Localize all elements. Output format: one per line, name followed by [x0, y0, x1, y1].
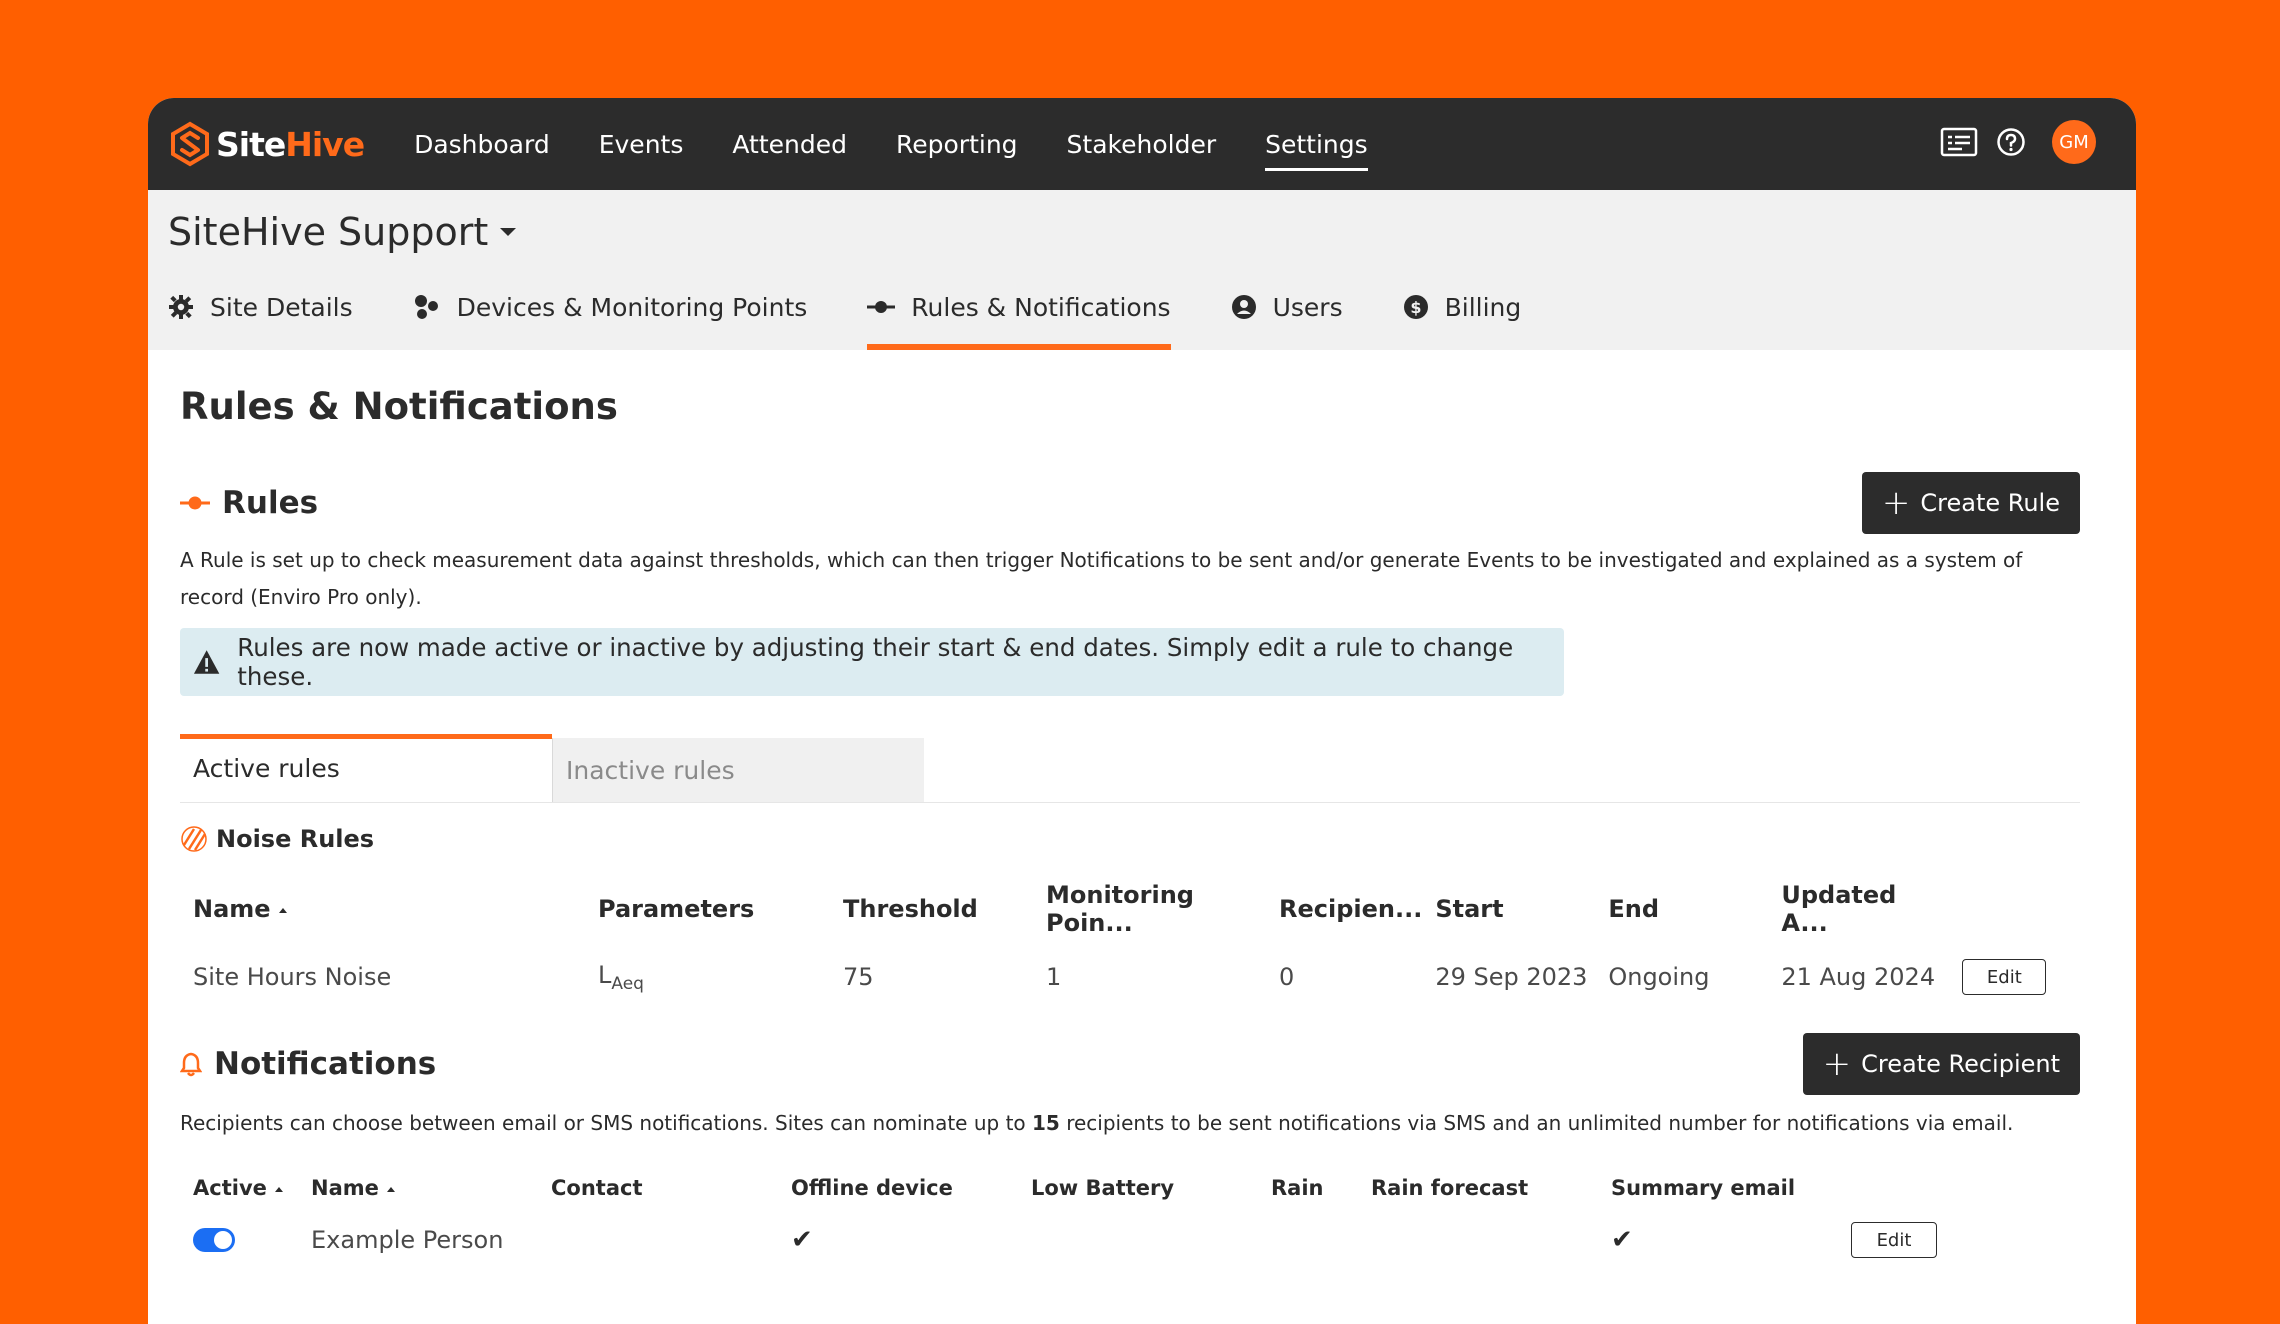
dollar-icon: [1403, 294, 1429, 320]
col-recipients[interactable]: Recipien...: [1279, 895, 1423, 923]
rule-icon: [867, 300, 895, 314]
sitehive-logo[interactable]: [166, 120, 364, 168]
edit-recipient-button[interactable]: Edit: [1851, 1222, 1937, 1258]
col-recipient-actions: [1838, 1176, 1951, 1212]
bell-icon: [180, 1051, 202, 1077]
report-list-icon[interactable]: [1940, 123, 1978, 161]
sort-asc-icon: [279, 908, 287, 913]
sort-asc-icon: [387, 1187, 395, 1192]
subtab-users[interactable]: [1231, 286, 1343, 328]
rules-tabs: [180, 734, 2080, 803]
col-recipient-name[interactable]: [298, 1176, 538, 1212]
rules-table-header: [180, 881, 2062, 951]
col-parameters[interactable]: Parameters: [598, 895, 755, 923]
nav-reporting[interactable]: Reporting: [896, 129, 1018, 159]
rule-updated: 21 Aug 2024: [1781, 963, 1936, 991]
site-selector[interactable]: [168, 210, 516, 254]
recipient-summary-email: [1598, 1212, 1838, 1268]
col-start[interactable]: Start: [1435, 895, 1504, 923]
tab-inactive-rules[interactable]: Inactive rules: [552, 738, 924, 802]
rule-parameter: [585, 951, 830, 1003]
active-toggle[interactable]: [193, 1228, 235, 1252]
noise-rules-title: Noise Rules: [216, 825, 375, 853]
recipients-table-header: [180, 1176, 1951, 1212]
sort-asc-icon: [275, 1187, 283, 1192]
col-actions: [1949, 881, 2062, 951]
create-rule-label: Create Rule: [1920, 489, 2060, 517]
main-content: [180, 350, 2080, 1268]
rules-table: [180, 881, 2062, 1003]
rules-title: Rules: [222, 485, 319, 521]
page-title: Rules & Notifications: [180, 385, 618, 428]
notifications-title: Notifications: [214, 1046, 437, 1082]
edit-rule-button[interactable]: Edit: [1962, 959, 2046, 995]
subtab-site-details[interactable]: [168, 286, 353, 328]
recipient-active: [180, 1212, 298, 1268]
recipient-rain: [1258, 1212, 1358, 1268]
logo-text-hive: Hive: [285, 124, 365, 164]
rules-alert-text: Rules are now made active or inactive by adjusting their start & end dates. Simply edit a rule to change these.: [237, 633, 1514, 691]
col-active-label: Active: [193, 1176, 267, 1200]
col-summary-email[interactable]: Summary email: [1611, 1176, 1796, 1200]
rule-start: 29 Sep 2023: [1435, 963, 1588, 991]
subtab-site-details-label: Site Details: [210, 292, 353, 322]
nav-attended[interactable]: Attended: [732, 129, 847, 159]
recipient-actions: [1838, 1212, 1951, 1268]
nav-dashboard[interactable]: Dashboard: [414, 129, 550, 159]
warning-icon: [192, 648, 221, 676]
notif-desc-count: 15: [1032, 1111, 1060, 1135]
recipient-low-battery: [1018, 1212, 1258, 1268]
col-updated[interactable]: Updated A...: [1781, 881, 1897, 937]
user-avatar[interactable]: GM: [2052, 120, 2096, 164]
rules-alert: [180, 628, 1564, 696]
col-end[interactable]: End: [1608, 895, 1660, 923]
site-name: SiteHive Support: [168, 210, 489, 254]
table-row: [180, 1212, 1951, 1268]
devices-icon: [413, 293, 441, 321]
rule-threshold: 75: [843, 963, 874, 991]
gear-icon: [168, 294, 194, 320]
tab-active-rules[interactable]: Active rules: [180, 734, 552, 798]
col-name[interactable]: [180, 881, 585, 951]
notif-desc-post: recipients to be sent notifications via SMS and an unlimited number for notifications via email.: [1059, 1111, 2014, 1135]
subtab-rules-notifications[interactable]: [867, 286, 1170, 328]
rule-parameter-main: L: [598, 960, 612, 989]
rule-recipients: 0: [1279, 963, 1295, 991]
col-offline-device[interactable]: Offline device: [791, 1176, 953, 1200]
checkmark-icon: ✔: [1611, 1225, 1633, 1255]
noise-rules-group: [180, 825, 2080, 853]
notifications-header: [180, 1033, 2080, 1095]
logo-text: [216, 125, 364, 164]
nav-events[interactable]: Events: [598, 129, 684, 159]
create-recipient-button[interactable]: [1803, 1033, 2080, 1095]
app-window: [148, 98, 2136, 1324]
checkmark-icon: ✔: [791, 1225, 813, 1255]
subtab-rules-label: Rules & Notifications: [911, 292, 1171, 322]
rule-icon: [180, 495, 210, 511]
subtab-billing[interactable]: [1403, 286, 1522, 328]
rule-end: Ongoing: [1608, 963, 1710, 991]
recipients-table: [180, 1176, 1951, 1268]
col-rain-forecast[interactable]: Rain forecast: [1371, 1176, 1529, 1200]
create-recipient-label: Create Recipient: [1861, 1050, 2060, 1078]
settings-subtabs: [168, 286, 1581, 328]
col-name-label: Name: [193, 895, 271, 923]
rule-parameter-sub: Aeq: [611, 973, 644, 994]
create-rule-button[interactable]: [1862, 472, 2080, 534]
main-nav: [414, 124, 1417, 165]
user-circle-icon: [1231, 294, 1257, 320]
nav-right-actions: [1926, 120, 2096, 164]
rule-monitoring-points: 1: [1046, 963, 1062, 991]
plus-icon: +: [1881, 483, 1911, 523]
subtab-devices-label: Devices & Monitoring Points: [456, 292, 808, 322]
top-navbar: [148, 98, 2136, 190]
col-active[interactable]: [180, 1176, 298, 1212]
noise-icon: [180, 825, 208, 853]
logo-text-site: Site: [216, 124, 286, 164]
table-row: [180, 951, 2062, 1003]
col-threshold[interactable]: Threshold: [843, 895, 978, 923]
col-rain[interactable]: Rain: [1271, 1176, 1324, 1200]
notifications-description: [180, 1105, 2080, 1142]
rule-name: Site Hours Noise: [193, 963, 392, 991]
col-monitoring-points[interactable]: Monitoring Poin...: [1046, 881, 1194, 937]
svg-text:$: $: [1410, 298, 1422, 317]
recipient-offline-device: [778, 1212, 1018, 1268]
recipient-contact: [538, 1212, 778, 1268]
rules-header: [180, 472, 2080, 534]
recipient-name: Example Person: [311, 1226, 504, 1254]
site-header: [148, 190, 2136, 350]
notif-desc-pre: Recipients can choose between email or SMS notifications. Sites can nominate up to: [180, 1111, 1033, 1135]
chevron-down-icon: [500, 228, 516, 236]
subtab-devices[interactable]: [413, 286, 808, 328]
col-contact[interactable]: Contact: [551, 1176, 643, 1200]
recipient-rain-forecast: [1358, 1212, 1598, 1268]
col-low-battery[interactable]: Low Battery: [1031, 1176, 1175, 1200]
col-recipient-name-label: Name: [311, 1176, 379, 1200]
rules-description: A Rule is set up to check measurement data against thresholds, which can then trigger Notifications to be sent and/or generate Events to be investigated and explained as a system of record (Enviro Pro only).: [180, 548, 2023, 609]
nav-stakeholder[interactable]: Stakeholder: [1066, 129, 1217, 159]
help-icon[interactable]: [1992, 123, 2030, 161]
plus-icon: +: [1822, 1044, 1852, 1084]
subtab-billing-label: Billing: [1444, 292, 1522, 322]
rule-actions: [1949, 951, 2062, 1003]
sitehive-logo-icon: [166, 120, 214, 168]
nav-settings[interactable]: Settings: [1265, 124, 1368, 165]
subtab-users-label: Users: [1272, 292, 1343, 322]
